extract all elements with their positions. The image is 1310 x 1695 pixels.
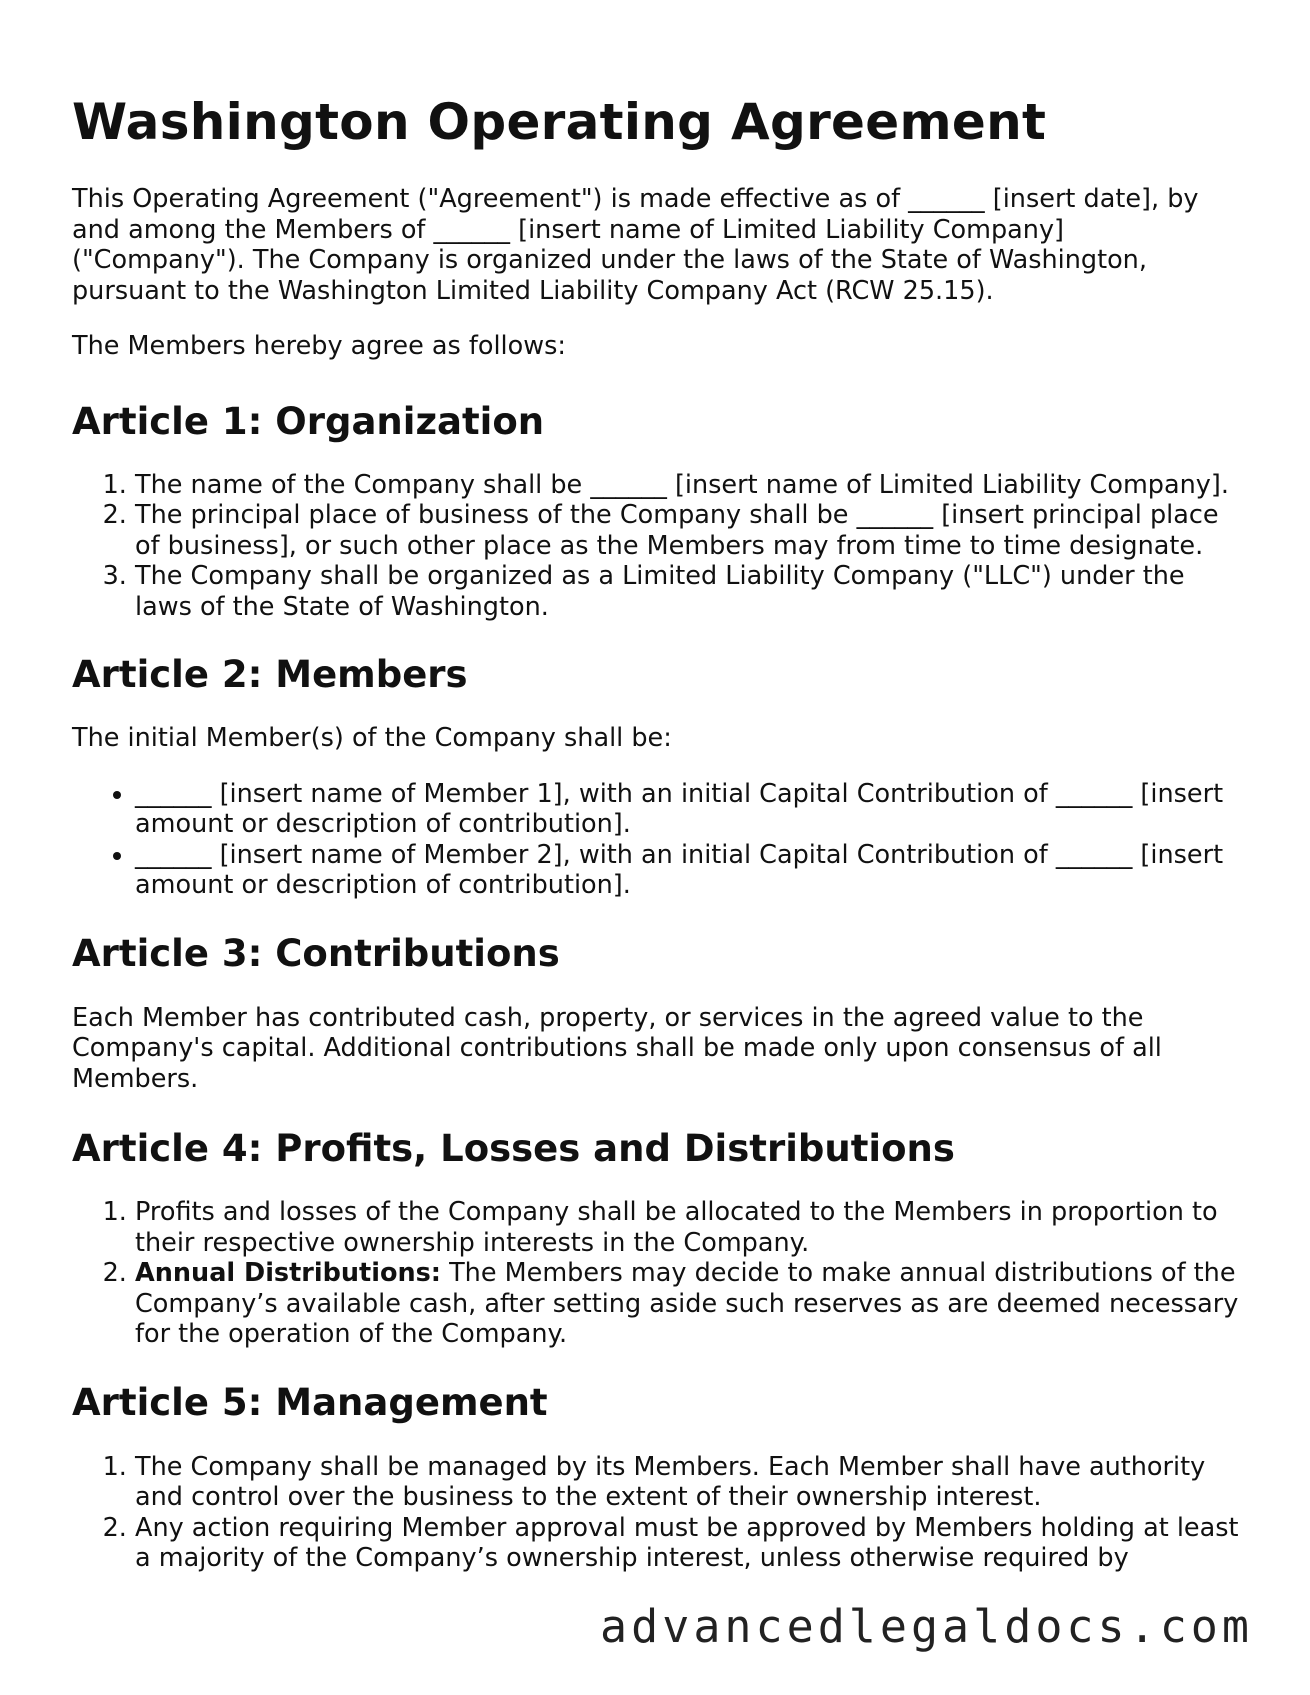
- article-1-list: [72, 470, 1242, 623]
- article-5-heading: Article 5: Management: [72, 1380, 548, 1424]
- article-1-item: 1. The name of the Company shall be ______ [insert name of Limited Liability Company].: [135, 470, 1242, 501]
- article-3-heading: Article 3: Contributions: [72, 931, 560, 975]
- agree-paragraph: The Members hereby agree as follows:: [72, 331, 566, 361]
- article-5-item: 2. Any action requiring Member approval must be approved by Members holding at least a majority of the Company’s ownership interest, unless otherwise required by: [135, 1513, 1242, 1574]
- annual-distributions-text: The Members may decide to make annual distributions of the Company’s available cash, after setting aside such reserves as are deemed necessary for the operation of the Company.: [135, 1258, 1239, 1349]
- member-item: • ______ [insert name of Member 2], with an initial Capital Contribution of ______ [insert amount or description of contribution].: [135, 840, 1242, 901]
- document-title: Washington Operating Agreement: [72, 93, 1047, 151]
- article-1-item: 3. The Company shall be organized as a Limited Liability Company ("LLC") under the laws of the State of Washington.: [135, 561, 1242, 622]
- document-page: [72, 0, 1242, 1574]
- article-2-heading: Article 2: Members: [72, 653, 468, 696]
- intro-paragraph: This Operating Agreement ("Agreement") is made effective as of ______ [insert date], by and among the Members of ______ [insert name of Limited Liability Company] ("Company"). The Company is organized under the laws of the State of Washington, pursuant to the Washington Limited Liability Company Act (RCW 25.15).: [72, 184, 1199, 306]
- member-item: • ______ [insert name of Member 1], with an initial Capital Contribution of ______ [insert amount or description of contribution].: [135, 779, 1242, 840]
- article-4-list: [72, 1197, 1242, 1350]
- article-5-item: 1. The Company shall be managed by its Members. Each Member shall have authority and control over the business to the extent of their ownership interest.: [135, 1452, 1242, 1513]
- article-1-item: 2. The principal place of business of the Company shall be ______ [insert principal place of business], or such other place as the Members may from time to time designate.: [135, 500, 1242, 561]
- article-4-heading: Article 4: Profits, Losses and Distributions: [72, 1127, 955, 1170]
- annual-distributions-label: Annual Distributions:: [135, 1258, 441, 1288]
- article-5-list: [72, 1452, 1242, 1574]
- article-2-text: The initial Member(s) of the Company shall be:: [72, 723, 672, 753]
- article-2-list: [72, 779, 1242, 901]
- article-4-item: [135, 1258, 1242, 1350]
- article-3-text: Each Member has contributed cash, property, or services in the agreed value to the Company's capital. Additional contributions shall be made only upon consensus of all Members.: [72, 1002, 1162, 1094]
- article-1-heading: Article 1: Organization: [72, 399, 545, 443]
- article-4-item: 1. Profits and losses of the Company shall be allocated to the Members in proportion to their respective ownership interests in the Company.: [135, 1197, 1242, 1258]
- watermark: advancedlegaldocs.com: [600, 1600, 1253, 1653]
